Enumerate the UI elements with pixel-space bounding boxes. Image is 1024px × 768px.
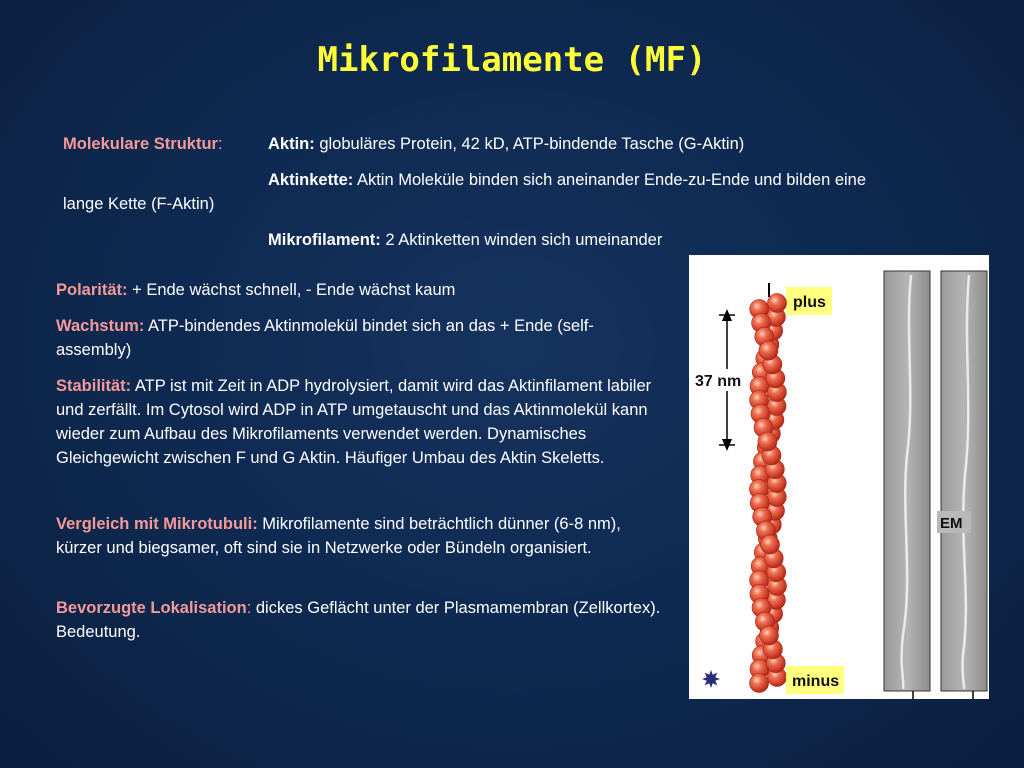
molekular-label <box>63 132 223 156</box>
scale-label: 37 nm <box>695 373 742 390</box>
vergleich-term: Vergleich mit Mikrotubuli: <box>56 515 258 533</box>
polaritaet-term: Polarität: <box>56 281 128 299</box>
minus-label: minus <box>792 673 840 690</box>
actin-bead <box>759 341 778 360</box>
aktinkette-term: Aktinkette: <box>268 171 354 189</box>
lokalisation-paragraph <box>56 596 664 644</box>
wachstum-paragraph <box>56 314 664 362</box>
stabilitaet-paragraph <box>56 374 664 470</box>
actin-beads <box>750 294 787 693</box>
stabilitaet-term: Stabilität: <box>56 377 132 395</box>
aktinkette-text: Aktin Moleküle binden sich aneinander Ende-zu-Ende und bilden eine <box>353 171 867 189</box>
molekular-label-text: Molekulare Struktur <box>63 135 218 153</box>
wachstum-text: ATP-bindendes Aktinmolekül bindet sich an das + Ende (self-assembly) <box>56 317 594 359</box>
actin-filament-svg <box>689 255 989 699</box>
polaritaet-paragraph <box>56 278 664 302</box>
aktin-text: globuläres Protein, 42 kD, ATP-bindende Tasche (G-Aktin) <box>314 135 745 153</box>
page-title: Mikrofilamente (MF) <box>317 40 707 80</box>
mikrofilament-term: Mikrofilament: <box>268 231 381 249</box>
em-label: EM <box>940 515 963 532</box>
lokalisation-term: Bevorzugte Lokalisation <box>56 599 247 617</box>
aktin-term: Aktin: <box>268 135 315 153</box>
aktinkette-continuation: lange Kette (F-Aktin) <box>63 195 215 213</box>
wachstum-term: Wachstum: <box>56 317 145 335</box>
minus-end-star-icon <box>702 670 720 688</box>
vergleich-paragraph <box>56 512 664 560</box>
polaritaet-text: + Ende wächst schnell, - Ende wächst kaum <box>127 281 456 299</box>
actin-bead <box>760 626 779 645</box>
aktin-line <box>268 132 744 156</box>
lokalisation-text: dickes Geflächt unter der Plasmamembran (Zellkortex). Bedeutung. <box>56 599 661 641</box>
actin-bead <box>761 535 780 554</box>
aktinkette-line <box>268 168 866 192</box>
em-micrograph-1 <box>884 271 930 691</box>
actin-bead <box>758 432 777 451</box>
vergleich-text: Mikrofilamente sind beträchtlich dünner (6-8 nm), kürzer und biegsamer, oft sind sie in Netzwerke oder Bündeln organisiert. <box>56 515 621 557</box>
mikrofilament-line <box>268 228 662 252</box>
molekular-label-colon: : <box>217 135 223 153</box>
actin-bead <box>750 674 769 693</box>
actin-bead <box>768 294 787 313</box>
lokalisation-colon: : <box>246 599 252 617</box>
mikrofilament-text: 2 Aktinketten winden sich umeinander <box>380 231 663 249</box>
plus-label: plus <box>793 294 826 311</box>
stabilitaet-text: ATP ist mit Zeit in ADP hydrolysiert, damit wird das Aktinfilament labiler und zerfällt. Im Cytosol wird ADP in ATP umgetauscht und das Aktinmolekül kann wieder zum Aufbau des Mikrofilaments verwendet werden. Dynamisches Gleichgewicht zwischen F und G Aktin. Häufiger Umbau des Aktin Skeletts. <box>56 377 652 467</box>
actin-filament-figure <box>689 255 989 699</box>
